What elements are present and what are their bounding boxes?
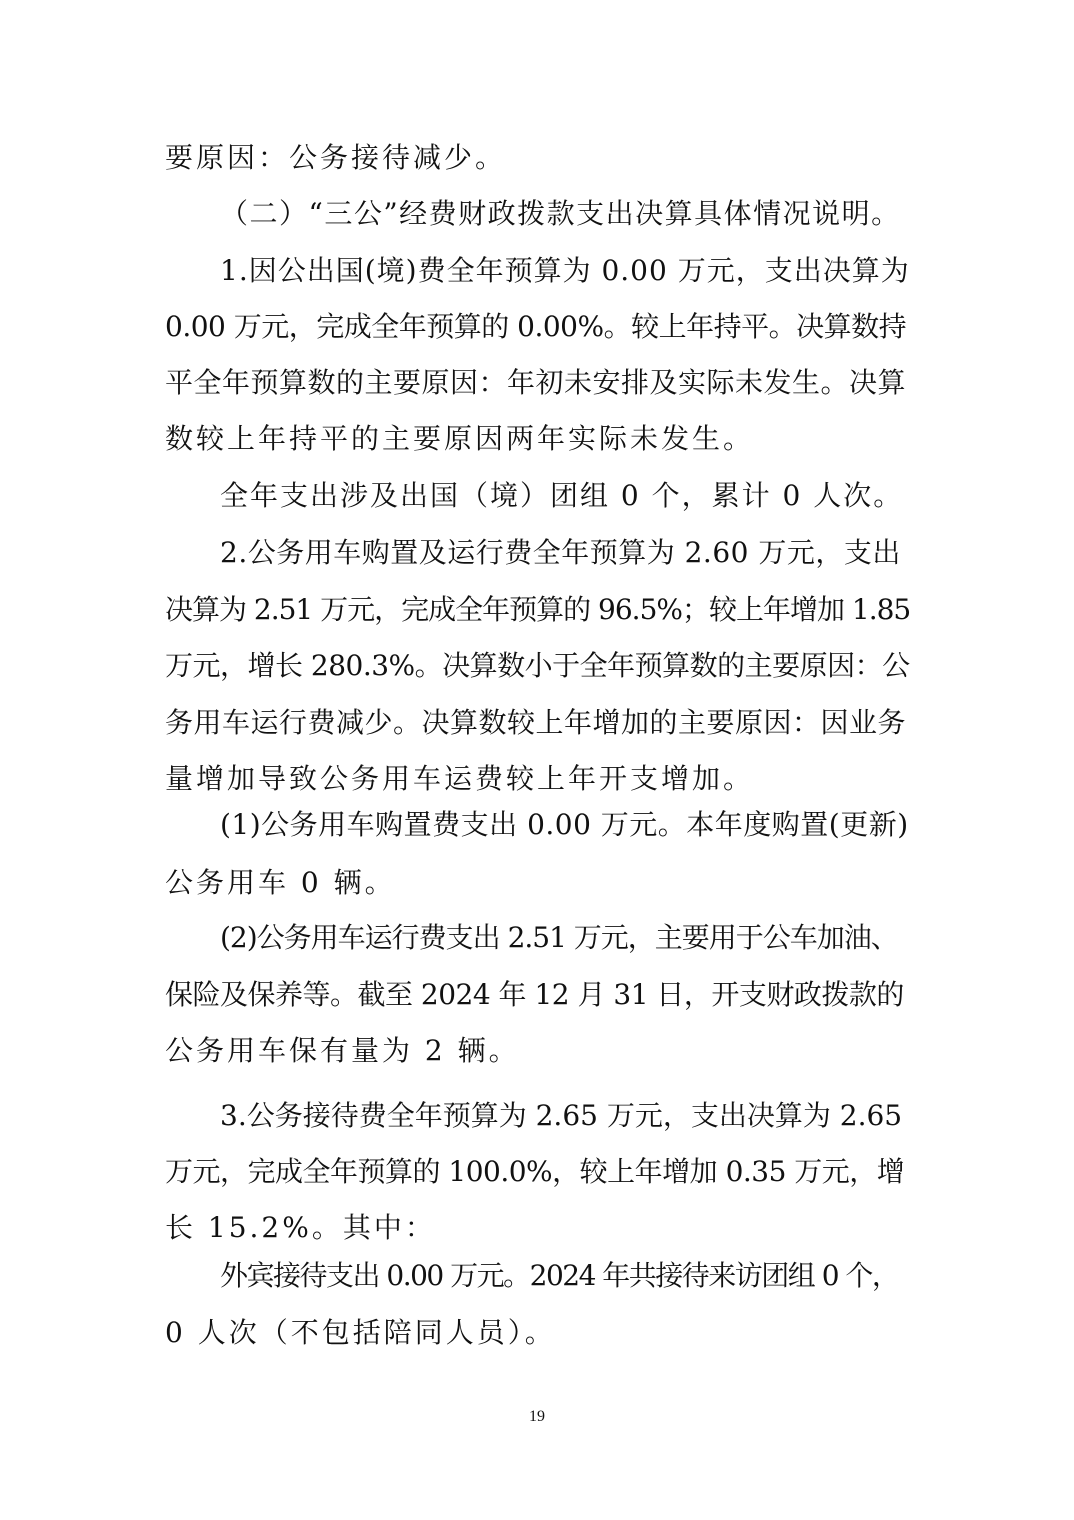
text-line-16: 保险及保养等。截至 2024 年 12 月 31 日，开支财政拨款的 <box>165 978 904 1011</box>
text-line-20: 长 15.2%。其中： <box>165 1211 436 1244</box>
page-number: 19 <box>529 1408 545 1425</box>
text-line-5: 平全年预算数的主要原因：年初未安排及实际未发生。决算 <box>165 366 907 399</box>
text-line-10: 万元，增长 280.3%。决算数小于全年预算数的主要原因：公 <box>165 649 910 682</box>
text-line-12: 量增加导致公务用车运费较上年开支增加。 <box>165 762 755 795</box>
text-line-21: 外宾接待支出 0.00 万元。2024 年共接待来访团组 0 个， <box>220 1259 899 1292</box>
text-line-17: 公务用车保有量为 2 辆。 <box>165 1034 520 1067</box>
text-line-14: 公务用车 0 辆。 <box>165 866 396 899</box>
text-line-11: 务用车运行费减少。决算数较上年增加的主要原因：因业务 <box>165 706 907 739</box>
text-line-22: 0 人次（不包括陪同人员）。 <box>165 1316 556 1349</box>
text-line-7: 全年支出涉及出国（境）团组 0 个，累计 0 人次。 <box>220 479 904 512</box>
text-line-9: 决算为 2.51 万元，完成全年预算的 96.5%；较上年增加 1.85 <box>165 593 911 626</box>
text-line-13: (1)公务用车购置费支出 0.00 万元。本年度购置(更新) <box>220 808 909 841</box>
text-line-15: (2)公务用车运行费支出 2.51 万元，主要用于公车加油、 <box>220 921 898 954</box>
section-heading-2: （二）“三公”经费财政拨款支出决算具体情况说明。 <box>220 197 901 230</box>
text-line-19: 万元，完成全年预算的 100.0%，较上年增加 0.35 万元，增 <box>165 1155 905 1188</box>
text-line-1: 要原因：公务接待减少。 <box>165 141 507 174</box>
text-line-18: 3.公务接待费全年预算为 2.65 万元，支出决算为 2.65 <box>220 1099 903 1132</box>
text-line-4: 0.00 万元，完成全年预算的 0.00%。较上年持平。决算数持 <box>165 310 907 343</box>
text-line-3: 1.因公出国(境)费全年预算为 0.00 万元，支出决算为 <box>220 254 910 287</box>
text-line-6: 数较上年持平的主要原因两年实际未发生。 <box>165 422 755 455</box>
text-line-8: 2.公务用车购置及运行费全年预算为 2.60 万元，支出 <box>220 536 901 569</box>
